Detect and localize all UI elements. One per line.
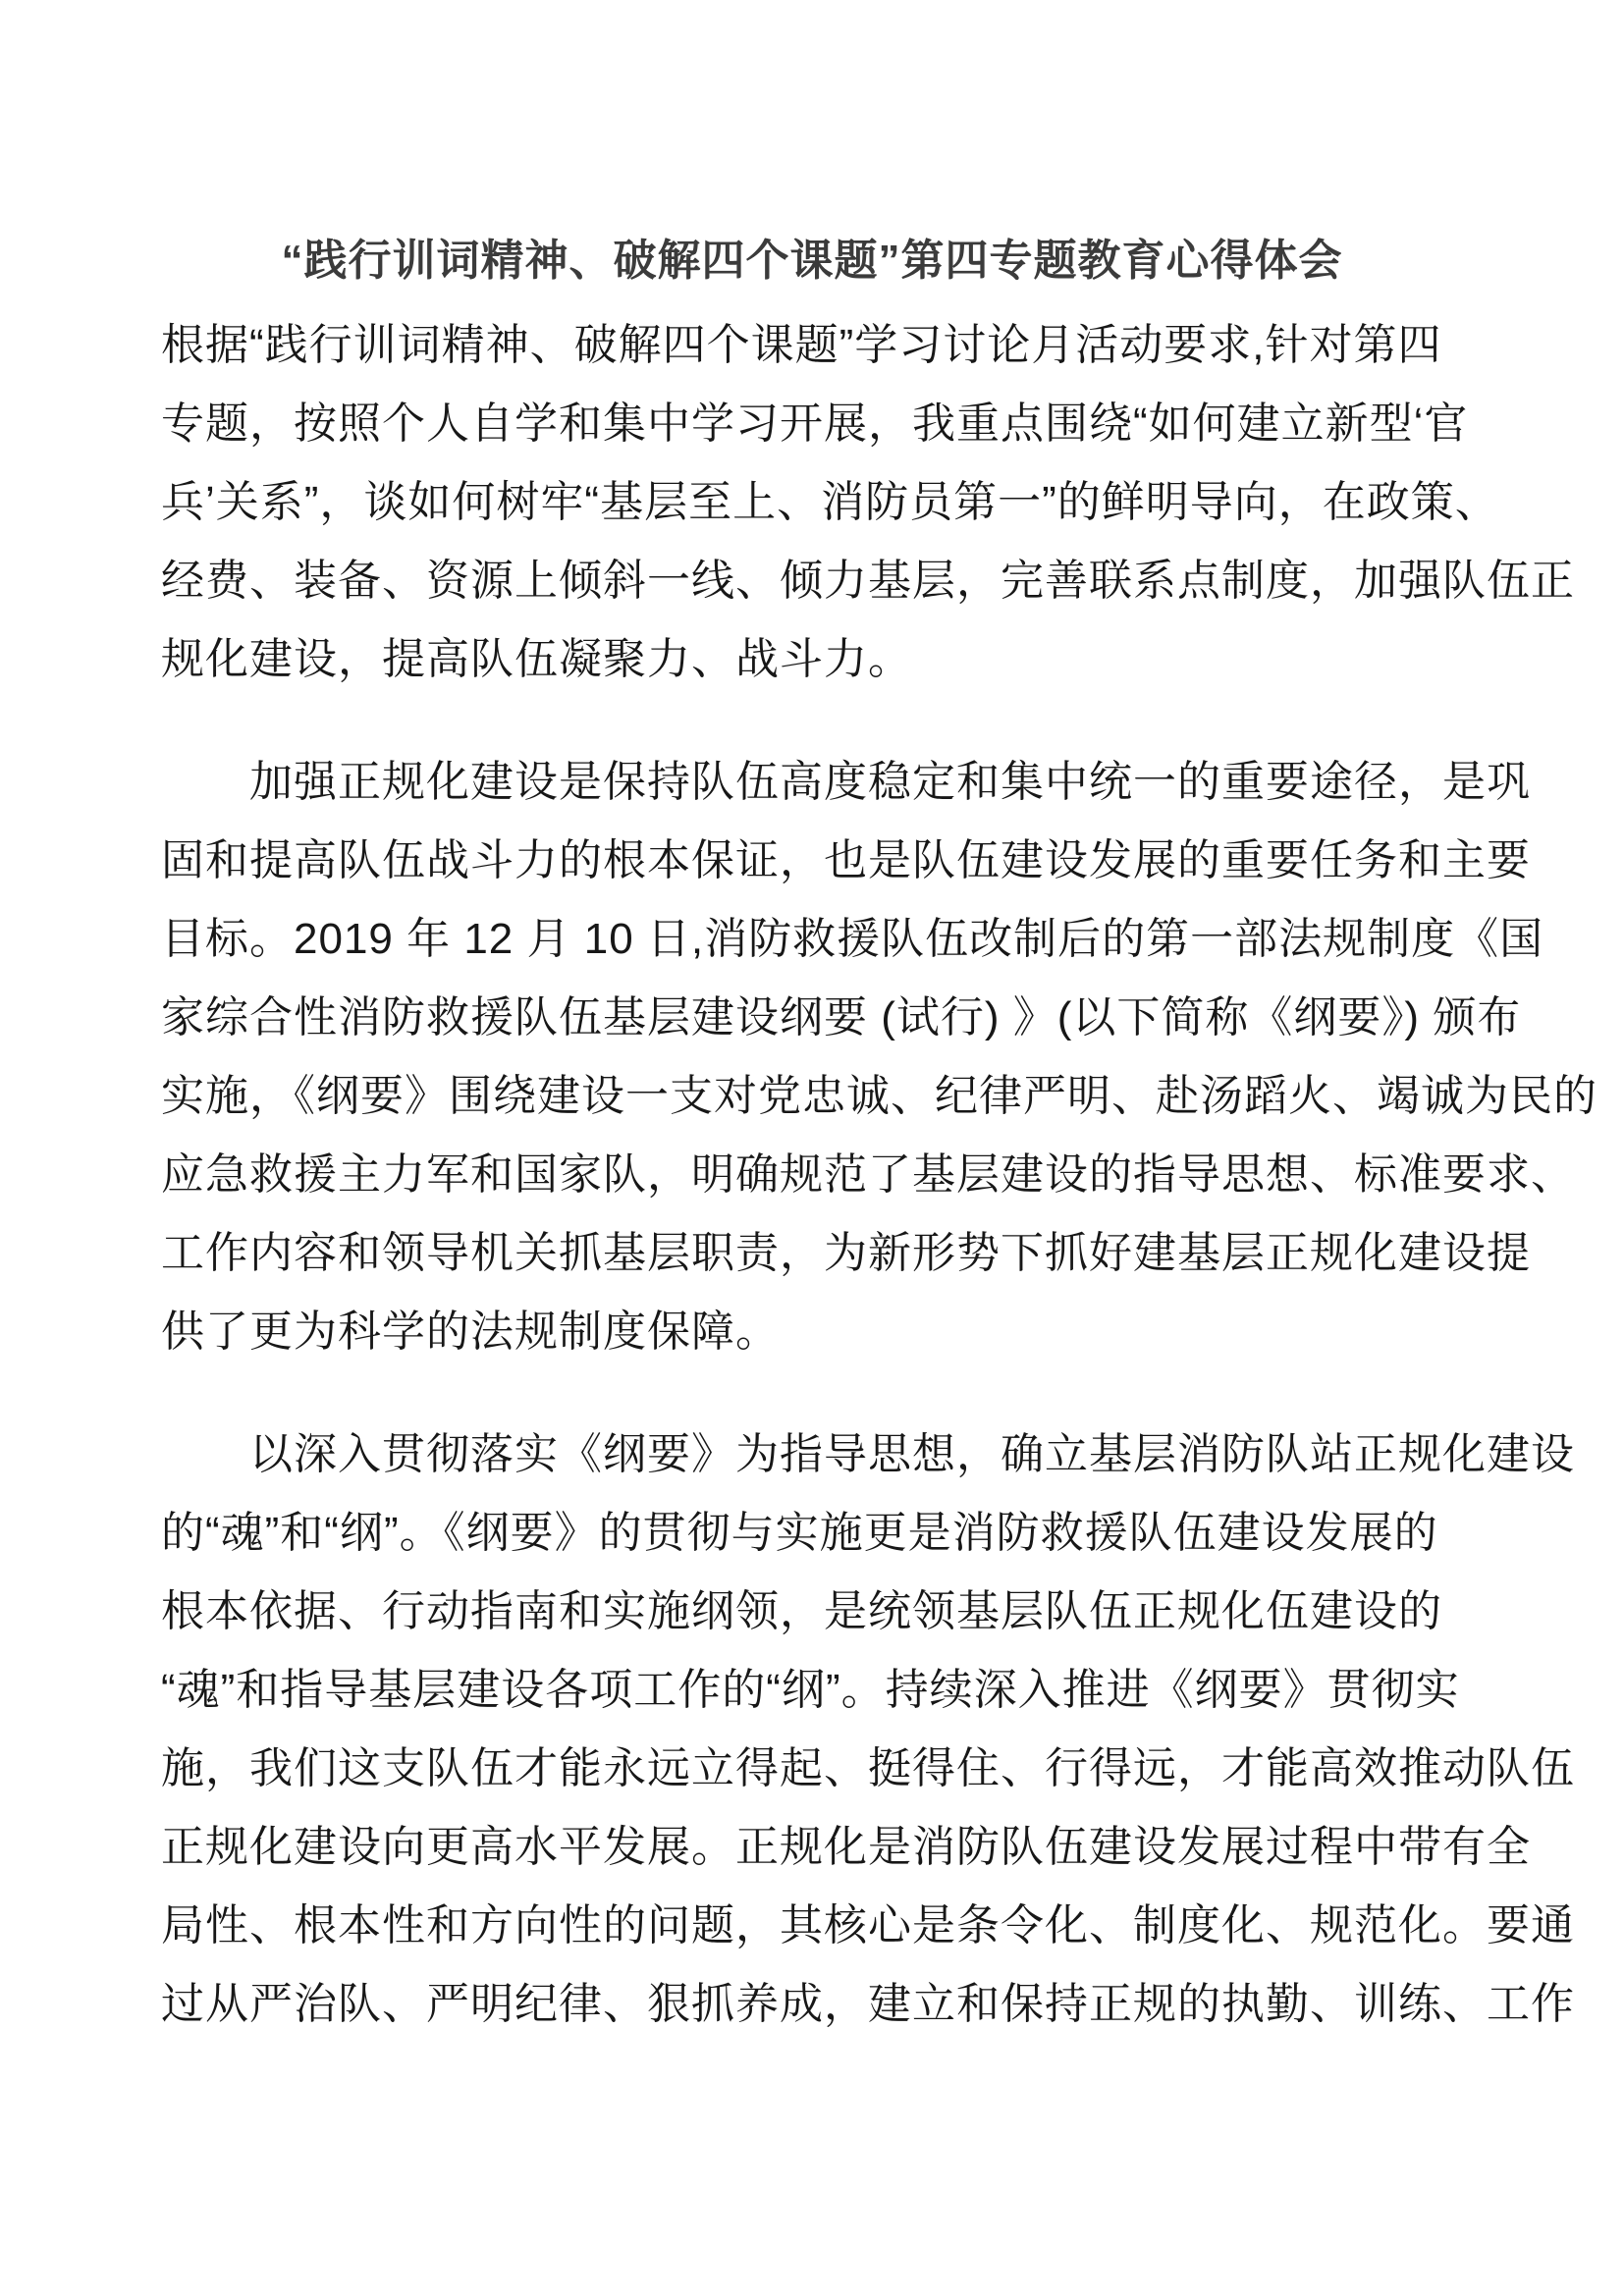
- text-line: 正规化建设向更高水平发展。正规化是消防队伍建设发展过程中带有全: [161, 1823, 1531, 1871]
- text-line: 家综合性消防救援队伍基层建设纲要 (试行) 》(以下简称《纲要》) 颁布: [161, 993, 1522, 1041]
- text-line: 以深入贯彻落实《纲要》为指导思想，确立基层消防队站正规化建设: [249, 1430, 1575, 1478]
- text-line: 规化建设，提高队伍凝聚力、战斗力。: [161, 635, 912, 683]
- text-line: 工作内容和领导机关抓基层职责，为新形势下抓好建基层正规化建设提: [161, 1229, 1531, 1277]
- text-line: “魂”和指导基层建设各项工作的“纲”。持续深入推进《纲要》贯彻实: [161, 1666, 1460, 1714]
- text-line: 经费、装备、资源上倾斜一线、倾力基层，完善联系点制度，加强队伍正: [161, 557, 1575, 605]
- text-line: 固和提高队伍战斗力的根本保证，也是队伍建设发展的重要任务和主要: [161, 836, 1531, 884]
- paragraph-3: [161, 1411, 1575, 2039]
- text-line: 兵’关系”，谈如何树牢“基层至上、消防员第一”的鲜明导向，在政策、: [161, 478, 1499, 526]
- text-line: 的“魂”和“纲”。《纲要》的贯彻与实施更是消防救援队伍建设发展的: [161, 1509, 1438, 1557]
- paragraph-1: [161, 301, 1575, 694]
- text-line: 加强正规化建设是保持队伍高度稳定和集中统一的重要途径，是巩: [249, 758, 1531, 806]
- text-line: 根本依据、行动指南和实施纲领，是统领基层队伍正规化伍建设的: [161, 1587, 1442, 1635]
- text-line: 供了更为科学的法规制度保障。: [161, 1308, 780, 1356]
- text-line: 目标。2019 年 12 月 10 日,消防救援队伍改制后的第一部法规制度《国: [161, 915, 1544, 963]
- text-line: 实施，《纲要》围绕建设一支对党忠诚、纪律严明、赴汤蹈火、竭诚为民的: [161, 1072, 1597, 1120]
- text-line: 专题，按照个人自学和集中学习开展，我重点围绕“如何建立新型‘官: [161, 400, 1469, 448]
- text-line: 施，我们这支队伍才能永远立得起、挺得住、行得远，才能高效推动队伍: [161, 1744, 1575, 1792]
- text-line: 局性、根本性和方向性的问题，其核心是条令化、制度化、规范化。要通: [161, 1901, 1575, 1949]
- document-body: [161, 301, 1597, 2039]
- text-line: 应急救援主力军和国家队，明确规范了基层建设的指导思想、标准要求、: [161, 1150, 1575, 1199]
- text-line: 根据“践行训词精神、破解四个课题”学习讨论月活动要求,针对第四: [161, 321, 1442, 369]
- text-line: 过从严治队、严明纪律、狠抓养成，建立和保持正规的执勤、训练、工作: [161, 1980, 1575, 2028]
- document-title: “践行训词精神、破解四个课题”第四专题教育心得体会: [281, 237, 1343, 285]
- paragraph-2: [161, 738, 1597, 1366]
